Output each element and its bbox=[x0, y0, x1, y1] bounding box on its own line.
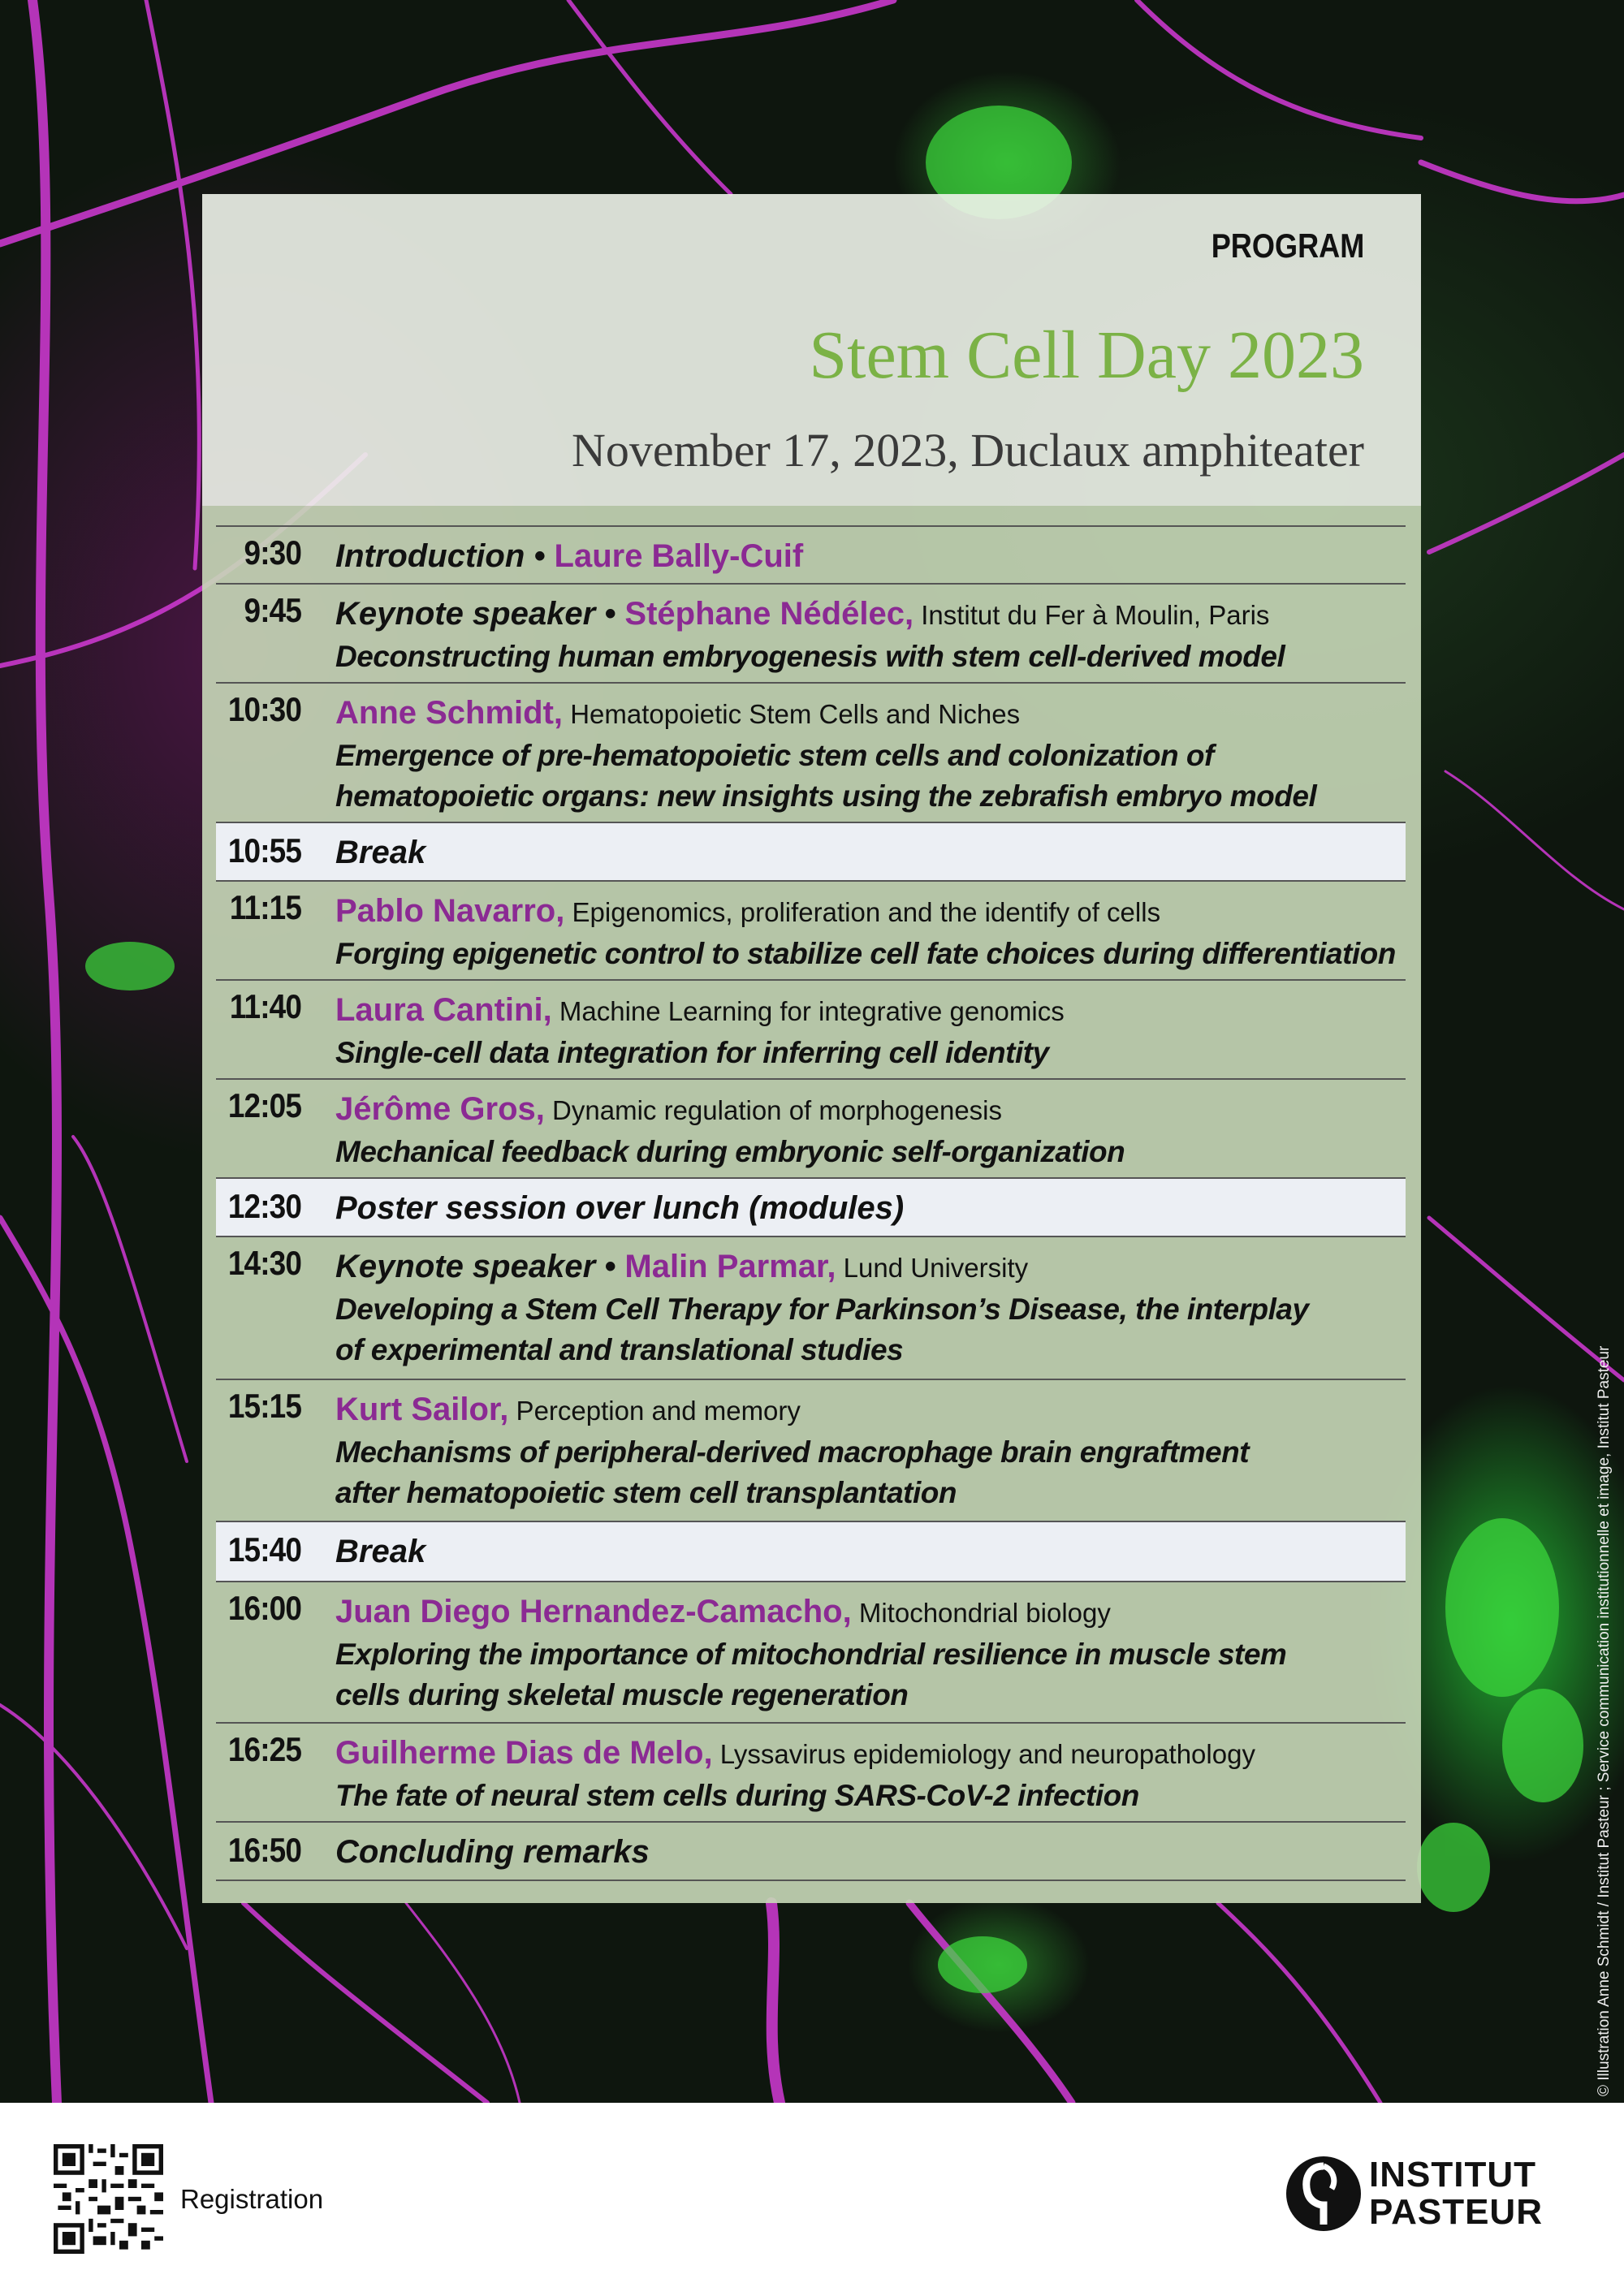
schedule-row bbox=[216, 1821, 1406, 1881]
event-title: Stem Cell Day 2023 bbox=[809, 317, 1364, 393]
speaker-name: Anne Schmidt, bbox=[335, 695, 564, 731]
pasteur-logo-icon bbox=[1285, 2155, 1363, 2233]
session-time: 10:55 bbox=[227, 831, 301, 870]
schedule-row bbox=[216, 1722, 1406, 1821]
panel-header bbox=[202, 194, 1421, 506]
talk-title: The fate of neural stem cells during SARS-CoV-2 infection bbox=[335, 1779, 1139, 1812]
talk-title: Emergence of pre-hematopoietic stem cells and colonization of hematopoietic organs: new insights using the zebrafish embryo model bbox=[335, 739, 1317, 813]
session-time: 11:40 bbox=[229, 987, 301, 1025]
speaker-name: Laura Cantini, bbox=[335, 992, 552, 1028]
session-time: 11:15 bbox=[229, 888, 301, 926]
session-type: Poster session over lunch (modules) bbox=[335, 1190, 905, 1226]
talk-title: Exploring the importance of mitochondrial resilience in muscle stem cells during skeletal muscle regeneration bbox=[335, 1638, 1287, 1711]
speaker-name: Juan Diego Hernandez-Camacho, bbox=[335, 1594, 852, 1629]
speaker-affiliation: Perception and memory bbox=[508, 1396, 801, 1426]
schedule-row-poster bbox=[216, 1177, 1406, 1236]
session-type: Introduction • bbox=[335, 538, 555, 574]
schedule-row bbox=[216, 1078, 1406, 1177]
schedule-row bbox=[216, 525, 1406, 583]
footer bbox=[0, 2103, 1624, 2296]
talk-title: Deconstructing human embryogenesis with stem cell-derived model bbox=[335, 640, 1285, 673]
talk-title: Mechanical feedback during embryonic self-organization bbox=[335, 1135, 1125, 1168]
schedule-row-break bbox=[216, 1521, 1406, 1581]
session-type: Concluding remarks bbox=[335, 1834, 650, 1870]
speaker-name: Kurt Sailor, bbox=[335, 1392, 509, 1427]
registration-label[interactable]: Registration bbox=[180, 2184, 324, 2214]
speaker-affiliation: Mitochondrial biology bbox=[851, 1598, 1111, 1628]
program-label: PROGRAM bbox=[1211, 227, 1364, 265]
schedule-row bbox=[216, 583, 1406, 682]
session-time: 16:00 bbox=[227, 1589, 301, 1627]
session-time: 14:30 bbox=[227, 1244, 301, 1282]
session-time: 12:30 bbox=[227, 1187, 301, 1225]
speaker-name: Malin Parmar, bbox=[624, 1249, 836, 1284]
schedule-row bbox=[216, 979, 1406, 1078]
session-time: 16:25 bbox=[227, 1730, 301, 1768]
session-type: Keynote speaker • bbox=[335, 596, 625, 632]
schedule-row-break bbox=[216, 822, 1406, 880]
talk-title: Developing a Stem Cell Therapy for Parkinson’s Disease, the interplay of experimental and translational studies bbox=[335, 1293, 1309, 1366]
speaker-affiliation: Lyssavirus epidemiology and neuropathology bbox=[712, 1739, 1255, 1769]
logo-text bbox=[1369, 2156, 1543, 2231]
talk-title: Forging epigenetic control to stabilize cell fate choices during differentiation bbox=[335, 937, 1396, 970]
speaker-affiliation: Epigenomics, proliferation and the identify of cells bbox=[564, 897, 1161, 927]
session-type: Break bbox=[335, 1534, 426, 1569]
schedule-row bbox=[216, 1379, 1406, 1521]
logo-line-2: PASTEUR bbox=[1369, 2192, 1543, 2232]
speaker-name: Laure Bally-Cuif bbox=[554, 538, 804, 574]
session-type: Break bbox=[335, 835, 426, 870]
session-time: 9:30 bbox=[244, 533, 301, 572]
schedule-row bbox=[216, 1581, 1406, 1722]
registration-qr-code-icon[interactable] bbox=[54, 2144, 163, 2254]
session-time: 15:15 bbox=[227, 1387, 301, 1425]
speaker-affiliation: Machine Learning for integrative genomics bbox=[551, 996, 1065, 1026]
program-panel bbox=[202, 194, 1421, 1903]
event-date-location: November 17, 2023, Duclaux amphiteater bbox=[571, 424, 1364, 477]
schedule-row bbox=[216, 880, 1406, 979]
session-time: 16:50 bbox=[227, 1831, 301, 1869]
speaker-name: Guilherme Dias de Melo, bbox=[335, 1735, 713, 1771]
speaker-name: Stéphane Nédélec, bbox=[624, 596, 914, 632]
session-time: 9:45 bbox=[244, 591, 301, 629]
talk-title: Mechanisms of peripheral-derived macrophage brain engraftment after hematopoietic stem cell transplantation bbox=[335, 1435, 1250, 1509]
session-time: 15:40 bbox=[227, 1530, 301, 1569]
talk-title: Single-cell data integration for inferring cell identity bbox=[335, 1036, 1049, 1069]
session-type: Keynote speaker • bbox=[335, 1249, 625, 1284]
speaker-affiliation: Hematopoietic Stem Cells and Niches bbox=[563, 699, 1021, 729]
schedule-table bbox=[216, 525, 1406, 1881]
speaker-name: Pablo Navarro, bbox=[335, 893, 565, 929]
schedule-row bbox=[216, 682, 1406, 822]
speaker-affiliation: Institut du Fer à Moulin, Paris bbox=[914, 600, 1270, 630]
session-time: 10:30 bbox=[227, 690, 301, 728]
image-credit: © Illustration Anne Schmidt / Institut Pasteur ; Service communication institutionnelle et image, Institut Pasteur bbox=[1596, 1345, 1613, 2096]
speaker-name: Jérôme Gros, bbox=[335, 1091, 545, 1127]
speaker-affiliation: Lund University bbox=[836, 1253, 1029, 1283]
speaker-affiliation: Dynamic regulation of morphogenesis bbox=[544, 1095, 1003, 1125]
logo-line-1: INSTITUT bbox=[1369, 2155, 1536, 2195]
institut-pasteur-logo bbox=[1285, 2151, 1561, 2241]
session-time: 12:05 bbox=[227, 1086, 301, 1124]
schedule-row bbox=[216, 1236, 1406, 1379]
